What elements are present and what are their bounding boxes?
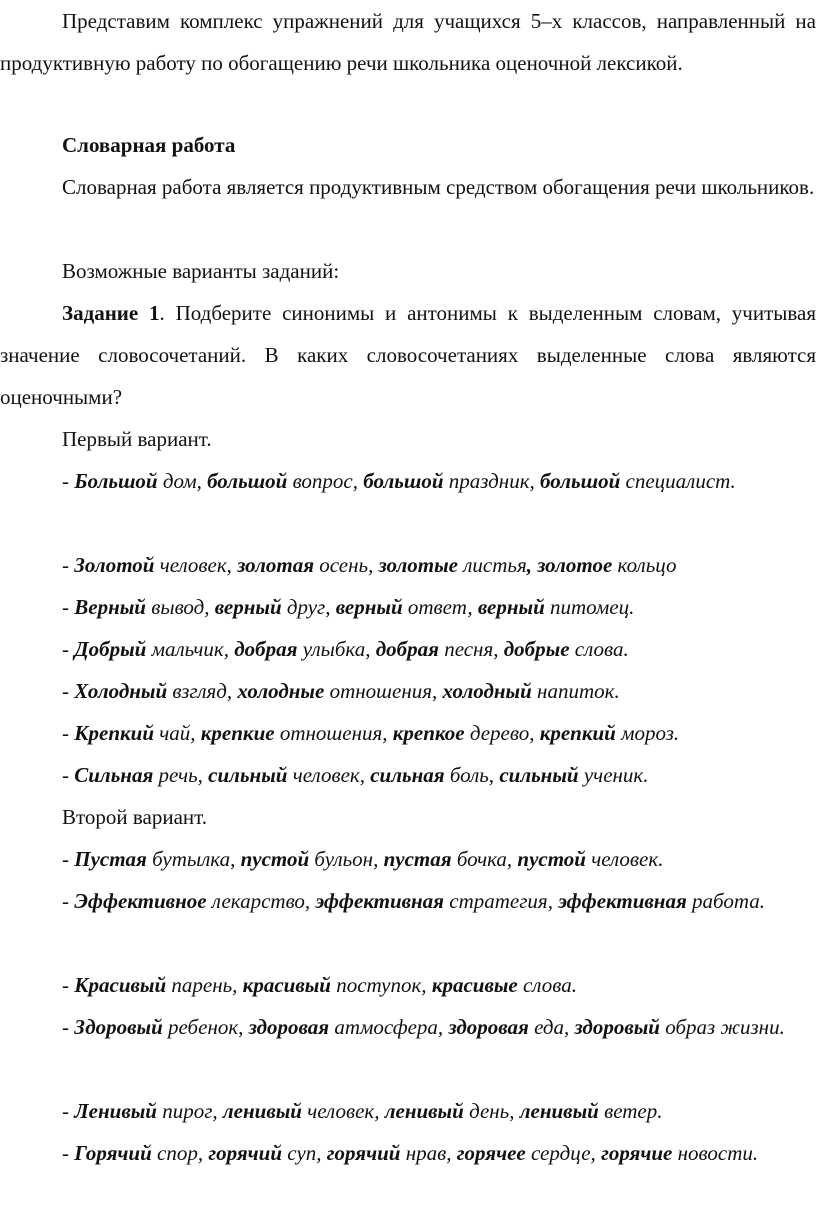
phrase-text: образ жизни. bbox=[659, 1015, 785, 1039]
phrase-text: праздник, bbox=[443, 469, 541, 493]
dash-marker: - bbox=[62, 1099, 75, 1123]
highlighted-word: Пустая bbox=[74, 847, 147, 871]
phrase-text: ребенок, bbox=[162, 1015, 249, 1039]
dash-marker: - bbox=[62, 847, 75, 871]
phrase-text: ветер. bbox=[598, 1099, 663, 1123]
highlighted-word: Крепкий bbox=[74, 721, 154, 745]
phrase-text: дерево, bbox=[464, 721, 540, 745]
intro-paragraph: Представим комплекс упражнений для учащихся 5–х классов, направленный на продуктивную работу по обогащению речи школьника оценочной лексикой. bbox=[0, 9, 816, 75]
highlighted-word: крепкие bbox=[200, 721, 275, 745]
heading-text: Словарная работа bbox=[62, 133, 236, 157]
highlighted-word: Холодный bbox=[74, 679, 168, 703]
highlighted-word: крепкое bbox=[392, 721, 465, 745]
dash-marker: - bbox=[62, 721, 75, 745]
highlighted-word: горячий bbox=[208, 1141, 283, 1165]
highlighted-word: верный bbox=[214, 595, 282, 619]
highlighted-word: Здоровый bbox=[74, 1015, 163, 1039]
dash-marker: - bbox=[62, 889, 75, 913]
highlighted-word: добрые bbox=[503, 637, 570, 661]
phrase-text: атмосфера, bbox=[329, 1015, 449, 1039]
dash-marker: - bbox=[62, 637, 75, 661]
phrase-text: напиток. bbox=[531, 679, 620, 703]
list-item bbox=[0, 1006, 816, 1048]
phrase-text: человек, bbox=[154, 553, 238, 577]
task-label: Задание 1 bbox=[62, 301, 160, 325]
phrase-text: ответ, bbox=[402, 595, 478, 619]
phrase-text: листья bbox=[458, 553, 527, 577]
phrase-text: день, bbox=[463, 1099, 520, 1123]
highlighted-word: Большой bbox=[74, 469, 158, 493]
highlighted-word: Верный bbox=[74, 595, 146, 619]
highlighted-word: пустой bbox=[240, 847, 310, 871]
phrase-text: человек, bbox=[301, 1099, 385, 1123]
phrase-text: отношения, bbox=[274, 721, 393, 745]
phrase-text: речь, bbox=[153, 763, 209, 787]
highlighted-word: золотая bbox=[237, 553, 315, 577]
phrase-text: поступок, bbox=[330, 973, 432, 997]
highlighted-word: , золотое bbox=[526, 553, 613, 577]
list-item bbox=[0, 628, 816, 670]
phrase-text: мороз. bbox=[615, 721, 680, 745]
highlighted-word: пустая bbox=[383, 847, 452, 871]
variant1-title: Первый вариант. bbox=[62, 427, 212, 451]
highlighted-word: здоровая bbox=[248, 1015, 330, 1039]
highlighted-word: золотые bbox=[378, 553, 459, 577]
highlighted-word: большой bbox=[363, 469, 444, 493]
list-item bbox=[0, 712, 816, 754]
dash-marker: - bbox=[62, 679, 75, 703]
dash-marker: - bbox=[62, 1141, 75, 1165]
phrase-text: стратегия, bbox=[444, 889, 559, 913]
phrase-text: специалист. bbox=[620, 469, 736, 493]
dash-marker: - bbox=[62, 595, 75, 619]
dash-marker: - bbox=[62, 469, 75, 493]
highlighted-word: холодные bbox=[237, 679, 325, 703]
phrase-text: чай, bbox=[154, 721, 201, 745]
highlighted-word: эффективная bbox=[315, 889, 445, 913]
highlighted-word: сильная bbox=[370, 763, 445, 787]
phrase-text: работа. bbox=[686, 889, 765, 913]
highlighted-word: большой bbox=[207, 469, 288, 493]
phrase-text: человек, bbox=[287, 763, 371, 787]
highlighted-word: Горячий bbox=[74, 1141, 152, 1165]
phrase-text: нрав, bbox=[400, 1141, 457, 1165]
dash-marker: - bbox=[62, 553, 75, 577]
highlighted-word: горячие bbox=[601, 1141, 673, 1165]
list-item bbox=[0, 838, 816, 880]
highlighted-word: верный bbox=[335, 595, 403, 619]
highlighted-word: холодный bbox=[442, 679, 532, 703]
highlighted-word: добрая bbox=[375, 637, 439, 661]
highlighted-word: Золотой bbox=[74, 553, 155, 577]
phrase-text: друг, bbox=[281, 595, 336, 619]
phrase-text: песня, bbox=[438, 637, 504, 661]
highlighted-word: Ленивый bbox=[74, 1099, 157, 1123]
list-item bbox=[0, 586, 816, 628]
vocab-paragraph: Словарная работа является продуктивным средством обогащения речи школьников. bbox=[62, 175, 815, 199]
highlighted-word: ленивый bbox=[222, 1099, 302, 1123]
phrase-text: бульон, bbox=[309, 847, 384, 871]
section-heading bbox=[0, 124, 816, 166]
list-item bbox=[0, 754, 816, 796]
highlighted-word: большой bbox=[540, 469, 621, 493]
highlighted-word: красивые bbox=[431, 973, 518, 997]
highlighted-word: здоровый bbox=[574, 1015, 660, 1039]
phrase-text: ученик. bbox=[578, 763, 649, 787]
phrase-text: вывод, bbox=[146, 595, 215, 619]
list-item bbox=[0, 1090, 816, 1132]
highlighted-word: здоровая bbox=[448, 1015, 529, 1039]
highlighted-word: красивый bbox=[242, 973, 331, 997]
highlighted-word: горячий bbox=[326, 1141, 401, 1165]
highlighted-word: Сильная bbox=[74, 763, 154, 787]
list-item bbox=[0, 670, 816, 712]
variant2-title: Второй вариант. bbox=[62, 805, 208, 829]
phrase-text: бочка, bbox=[451, 847, 518, 871]
dash-marker: - bbox=[62, 973, 75, 997]
phrase-text: лекарство, bbox=[206, 889, 316, 913]
task-paragraph bbox=[0, 292, 816, 418]
phrase-text: парень, bbox=[166, 973, 243, 997]
phrase-text: взгляд, bbox=[167, 679, 238, 703]
phrase-text: пирог, bbox=[156, 1099, 223, 1123]
phrase-text: вопрос, bbox=[287, 469, 364, 493]
list-item bbox=[0, 544, 816, 586]
highlighted-word: Красивый bbox=[74, 973, 167, 997]
phrase-text: боль, bbox=[444, 763, 500, 787]
dash-marker: - bbox=[62, 763, 75, 787]
highlighted-word: пустой bbox=[517, 847, 586, 871]
highlighted-word: верный bbox=[477, 595, 545, 619]
task-text: . Подберите синонимы и антонимы к выделенным словам, учитывая значение словосочетаний. В каких словосочетаниях выделенные слова являются оценочными? bbox=[0, 301, 816, 409]
phrase-text: сердце, bbox=[525, 1141, 602, 1165]
highlighted-word: крепкий bbox=[539, 721, 616, 745]
list-item bbox=[0, 1132, 816, 1174]
highlighted-word: Эффективное bbox=[74, 889, 207, 913]
phrase-text: слова. bbox=[569, 637, 629, 661]
highlighted-word: эффективная bbox=[558, 889, 687, 913]
variants-intro: Возможные варианты заданий: bbox=[62, 259, 340, 283]
phrase-text: человек. bbox=[585, 847, 664, 871]
list-item bbox=[0, 460, 816, 502]
list-item bbox=[0, 880, 816, 922]
list-item bbox=[0, 964, 816, 1006]
dash-marker: - bbox=[62, 1015, 75, 1039]
phrase-text: спор, bbox=[151, 1141, 209, 1165]
phrase-text: мальчик, bbox=[146, 637, 235, 661]
phrase-text: питомец. bbox=[544, 595, 635, 619]
phrase-text: кольцо bbox=[612, 553, 677, 577]
phrase-text: дом, bbox=[157, 469, 208, 493]
highlighted-word: ленивый bbox=[384, 1099, 464, 1123]
phrase-text: бутылка, bbox=[146, 847, 241, 871]
phrase-text: еда, bbox=[528, 1015, 575, 1039]
phrase-text: суп, bbox=[282, 1141, 327, 1165]
highlighted-word: Добрый bbox=[74, 637, 147, 661]
highlighted-word: добрая bbox=[234, 637, 298, 661]
phrase-text: слова. bbox=[517, 973, 577, 997]
phrase-text: отношения, bbox=[324, 679, 443, 703]
highlighted-word: сильный bbox=[499, 763, 579, 787]
phrase-text: улыбка, bbox=[297, 637, 376, 661]
highlighted-word: горячее bbox=[456, 1141, 526, 1165]
phrase-text: осень, bbox=[314, 553, 379, 577]
highlighted-word: ленивый bbox=[519, 1099, 599, 1123]
phrase-text: новости. bbox=[672, 1141, 759, 1165]
highlighted-word: сильный bbox=[208, 763, 288, 787]
